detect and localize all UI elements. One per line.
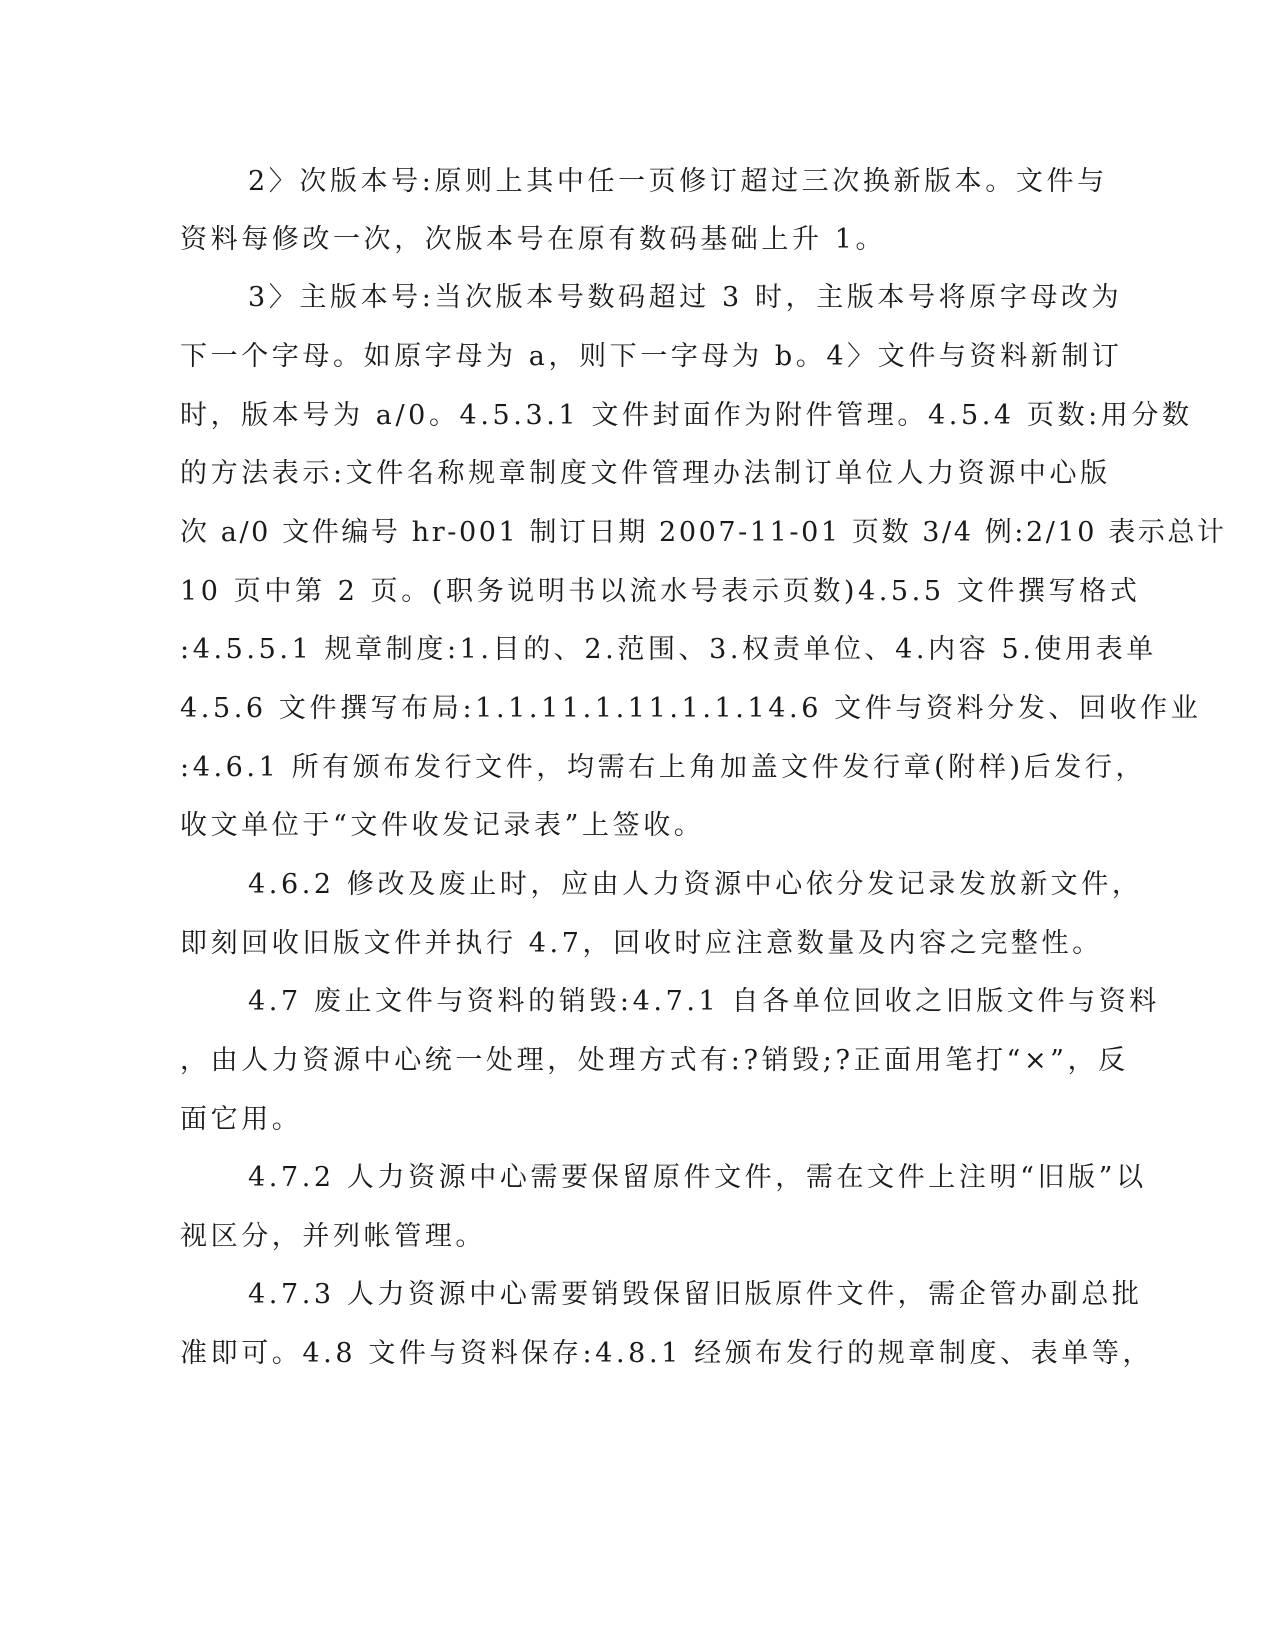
text-line: ，由人力资源中心统一处理，处理方式有:?销毁;?正面用笔打“×”，反 <box>180 1045 1129 1076</box>
text-line: 面它用。 <box>180 1104 303 1135</box>
text-line: :4.6.1 所有颁布发行文件，均需右上角加盖文件发行章(附样)后发行， <box>180 752 1147 783</box>
text-line: 4.7 废止文件与资料的销毁:4.7.1 自各单位回收之旧版文件与资料 <box>248 986 1160 1017</box>
text-line: 4.5.6 文件撰写布局:1.1.11.1.11.1.1.14.6 文件与资料分发、回收作业 <box>180 693 1202 724</box>
text-line: 下一个字母。如原字母为 a，则下一字母为 b。4〉文件与资料新制订 <box>180 341 1123 372</box>
text-line: 4.6.2 修改及废止时，应由人力资源中心依分发记录发放新文件， <box>248 869 1143 900</box>
text-line: 准即可。4.8 文件与资料保存:4.8.1 经颁布发行的规章制度、表单等， <box>180 1338 1154 1369</box>
text-line: 的方法表示:文件名称规章制度文件管理办法制订单位人力资源中心版 <box>180 458 1111 489</box>
text-line: 次 a/0 文件编号 hr-001 制订日期 2007-11-01 页数 3/4 例:2/10 表示总计 <box>180 517 1227 548</box>
text-line: 资料每修改一次，次版本号在原有数码基础上升 1。 <box>180 224 887 255</box>
text-line: 4.7.3 人力资源中心需要销毁保留旧版原件文件，需企管办副总批 <box>248 1279 1143 1310</box>
text-line: 时，版本号为 a/0。4.5.3.1 文件封面作为附件管理。4.5.4 页数:用分数 <box>180 400 1193 431</box>
text-line: :4.5.5.1 规章制度:1.目的、2.范围、3.权责单位、4.内容 5.使用表单 <box>180 634 1157 665</box>
text-line: 3〉主版本号:当次版本号数码超过 3 时，主版本号将原字母改为 <box>248 282 1123 313</box>
text-line: 视区分，并列帐管理。 <box>180 1221 486 1252</box>
text-line: 收文单位于“文件收发记录表”上签收。 <box>180 810 705 841</box>
text-line: 2〉次版本号:原则上其中任一页修订超过三次换新版本。文件与 <box>248 166 1108 197</box>
text-line: 10 页中第 2 页。(职务说明书以流水号表示页数)4.5.5 文件撰写格式 <box>180 576 1141 607</box>
text-line: 4.7.2 人力资源中心需要保留原件文件，需在文件上注明“旧版”以 <box>248 1162 1147 1193</box>
text-line: 即刻回收旧版文件并执行 4.7，回收时应注意数量及内容之完整性。 <box>180 928 1103 959</box>
